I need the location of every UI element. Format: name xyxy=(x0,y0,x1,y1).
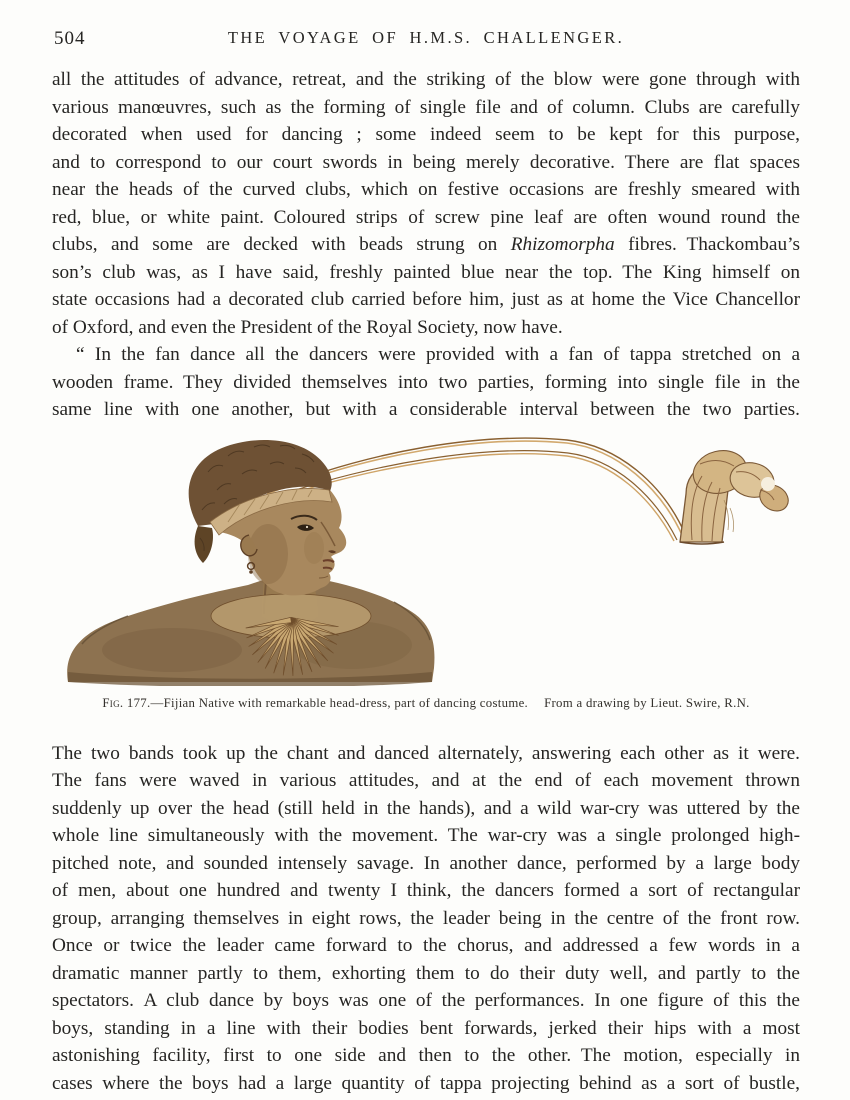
text-line: dramatic manner partly to them, exhorting them to do their duty well, and partly to the xyxy=(52,962,800,984)
paragraph xyxy=(52,341,800,424)
figure-caption xyxy=(52,696,800,714)
figure-caption-label: Fig. 177. xyxy=(102,695,151,710)
text-line: The two bands took up the chant and danced alternately, answering each other as it were. xyxy=(52,742,800,764)
text-line: pitched note, and sounded intensely savage. In another dance, performed by a large body xyxy=(52,852,800,874)
text-line: near the heads of the curved clubs, which on festive occasions are freshly smeared with xyxy=(52,179,800,200)
text-line: boys, standing in a line with their bodies bent forwards, jerked their hips with a most xyxy=(52,1017,800,1039)
text-line: cases where the boys had a large quantity of tappa projecting behind as a sort of bustle, xyxy=(52,1072,800,1094)
text-line: Once or twice the leader came forward to the chorus, and addressed a few words in a xyxy=(52,935,800,956)
body-text-top xyxy=(52,66,800,424)
text-line: son’s club was, as I have said, freshly painted blue near the top. The King himself on xyxy=(52,261,800,283)
text-line: spectators. A club dance by boys was one of the performances. In one figure of this the xyxy=(52,990,800,1011)
page-header xyxy=(52,28,800,52)
plume-tassel xyxy=(680,445,793,544)
text-line: astonishing facility, first to one side and then to the other. The motion, especially in xyxy=(52,1045,800,1066)
text-line: “ In the fan dance all the dancers were provided with a fan of tappa stretched on a xyxy=(76,344,800,365)
text-line: group, arranging themselves in eight rows, the leader being in the centre of the front row. xyxy=(52,907,800,929)
text-line: state occasions had a decorated club carried before him, just as at home the Vice Chancellor xyxy=(52,289,800,310)
figure-caption-credit: From a drawing by Lieut. Swire, R.N. xyxy=(544,695,750,710)
paragraph xyxy=(52,66,800,341)
text-line: all the attitudes of advance, retreat, and the striking of the blow were gone through with xyxy=(52,69,800,90)
running-title: THE VOYAGE OF H.M.S. CHALLENGER. xyxy=(227,28,625,47)
text-line: of men, about one hundred and twenty I think, the dancers formed a sort of rectangular xyxy=(52,880,800,901)
paragraph xyxy=(52,740,800,1098)
text-line: of Oxford, and even the President of the Royal Society, now have. xyxy=(52,316,563,338)
page-number: 504 xyxy=(54,28,86,49)
text-line: suddenly up over the head (still held in the hands), and a wild war-cry was uttered by the xyxy=(52,797,800,819)
fijian-native-drawing xyxy=(52,430,800,686)
figure-illustration xyxy=(52,430,800,686)
text-line: various manœuvres, such as the forming of single file and of column. Clubs are carefully xyxy=(52,96,800,118)
text-line: wooden frame. They divided themselves into two parties, forming into single file in the xyxy=(52,371,800,393)
text-line: red, blue, or white paint. Coloured strips of screw pine leaf are often wound round the xyxy=(52,206,800,228)
figure-caption-text: —Fijian Native with remarkable head-dress, part of dancing costume. xyxy=(150,695,529,710)
text-line: same line with one another, but with a considerable interval between the two parties. xyxy=(52,399,800,420)
body-text-bottom xyxy=(52,740,800,1098)
text-line: and to correspond to our court swords in being merely decorative. There are flat spaces xyxy=(52,151,800,173)
figure-177 xyxy=(52,430,800,714)
text-line: clubs, and some are decked with beads strung on Rhizomorpha fibres. Thackombau’s xyxy=(52,234,800,255)
text-line: whole line simultaneously with the movement. The war-cry was a single prolonged high- xyxy=(52,825,800,846)
text-line: decorated when used for dancing ; some indeed seem to be kept for this purpose, xyxy=(52,124,800,145)
text-line: The fans were waved in various attitudes, and at the end of each movement thrown xyxy=(52,770,800,791)
